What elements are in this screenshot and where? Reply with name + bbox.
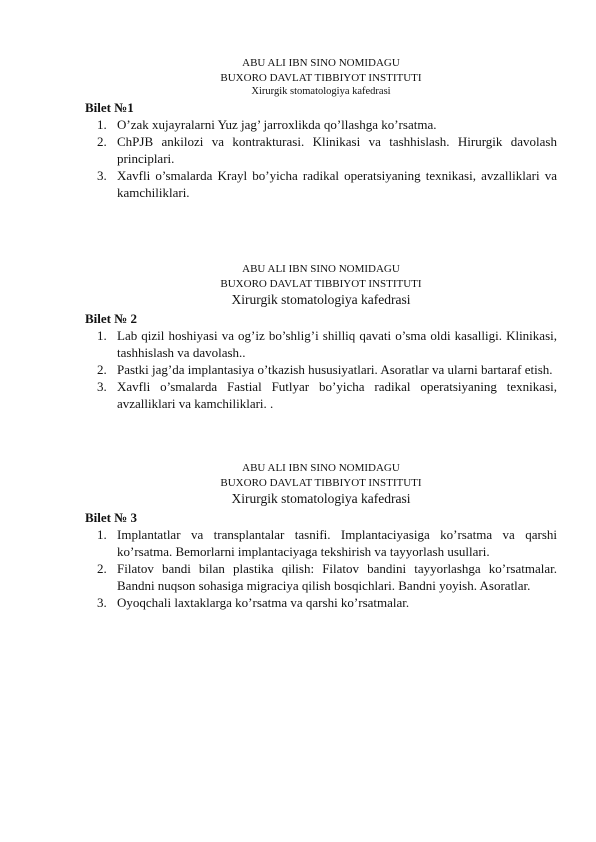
department-name: Xirurgik stomatologiya kafedrasi <box>251 86 391 97</box>
question-list <box>85 526 557 611</box>
institution-line-2: BUXORO DAVLAT TIBBIYOT INSTITUTI <box>220 476 422 489</box>
question-text: Lab qizil hoshiyasi va og’iz bo’shlig’i shilliq qavati o’sma oldi kasalligi. Klinikasi, tashhislash va davolash.. <box>117 328 557 360</box>
question-text: Implantatlar va transplantalar tasnifi. Implantaciyasiga ko’rsatma va qarshi ko’rsatma. Bemorlarni implantaciyaga tekshirish va tayyorlash usullari. <box>117 527 557 559</box>
question-list <box>85 116 557 201</box>
department-name: Xirurgik stomatologiya kafedrasi <box>231 491 411 506</box>
question-text: Pastki jag’da implantasiya o’tkazish hususiyatlari. Asoratlar va ularni bartaraf etish. <box>117 362 553 377</box>
question-number: 1. <box>97 328 107 343</box>
institution-line-1: ABU ALI IBN SINO NOMIDAGU <box>242 263 400 275</box>
question-number: 3. <box>97 595 107 610</box>
question-number: 3. <box>97 379 107 394</box>
ticket-title: Bilet № 2 <box>85 311 138 326</box>
question-item <box>85 594 557 611</box>
institution-line-2: BUXORO DAVLAT TIBBIYOT INSTITUTI <box>220 277 422 290</box>
question-item <box>85 361 557 378</box>
ticket-title: Bilet № 3 <box>85 510 138 525</box>
ticket-3 <box>85 461 557 611</box>
question-item <box>85 327 557 361</box>
question-text: Oyoqchali laxtaklarga ko’rsatma va qarshi ko’rsatmalar. <box>117 595 410 610</box>
institution-line-1: ABU ALI IBN SINO NOMIDAGU <box>242 462 400 474</box>
question-item <box>85 167 557 201</box>
question-text: ChPJB ankilozi va kontrakturasi. Klinikasi va tashhislash. Hirurgik davolash principlari. <box>117 134 557 166</box>
question-item <box>85 560 557 594</box>
institution-line-2: BUXORO DAVLAT TIBBIYOT INSTITUTI <box>220 71 422 84</box>
question-text: Filatov bandi bilan plastika qilish: Filatov bandini tayyorlashga ko’rsatmalar. Bandni nuqson sohasiga migraciya qilish bosqichlari. Bandni yoyish. Asoratlar. <box>117 561 557 593</box>
question-number: 2. <box>97 561 107 576</box>
question-text: Xavfli o’smalarda Krayl bo’yicha radikal operatsiyaning texnikasi, avzalliklari va kamchiliklari. <box>117 168 557 200</box>
ticket-header <box>85 56 557 98</box>
department-name: Xirurgik stomatologiya kafedrasi <box>231 292 411 307</box>
question-text: O’zak xujayralarni Yuz jag’ jarroxlikda qo’llashga ko’rsatma. <box>117 117 437 132</box>
ticket-header <box>85 461 557 508</box>
question-number: 2. <box>97 134 107 149</box>
question-list <box>85 327 557 412</box>
question-number: 3. <box>97 168 107 183</box>
question-item <box>85 116 557 133</box>
question-text: Xavfli o’smalarda Fastial Futlyar bo’yicha radikal operatsiyaning texnikasi, avzalliklari va kamchiliklari. . <box>117 379 557 411</box>
question-number: 1. <box>97 117 107 132</box>
ticket-header <box>85 262 557 309</box>
question-item <box>85 526 557 560</box>
institution-line-1: ABU ALI IBN SINO NOMIDAGU <box>242 57 400 69</box>
ticket-1 <box>85 56 557 201</box>
question-number: 1. <box>97 527 107 542</box>
ticket-title: Bilet №1 <box>85 100 134 115</box>
question-item <box>85 378 557 412</box>
question-number: 2. <box>97 362 107 377</box>
question-item <box>85 133 557 167</box>
ticket-2 <box>85 262 557 412</box>
